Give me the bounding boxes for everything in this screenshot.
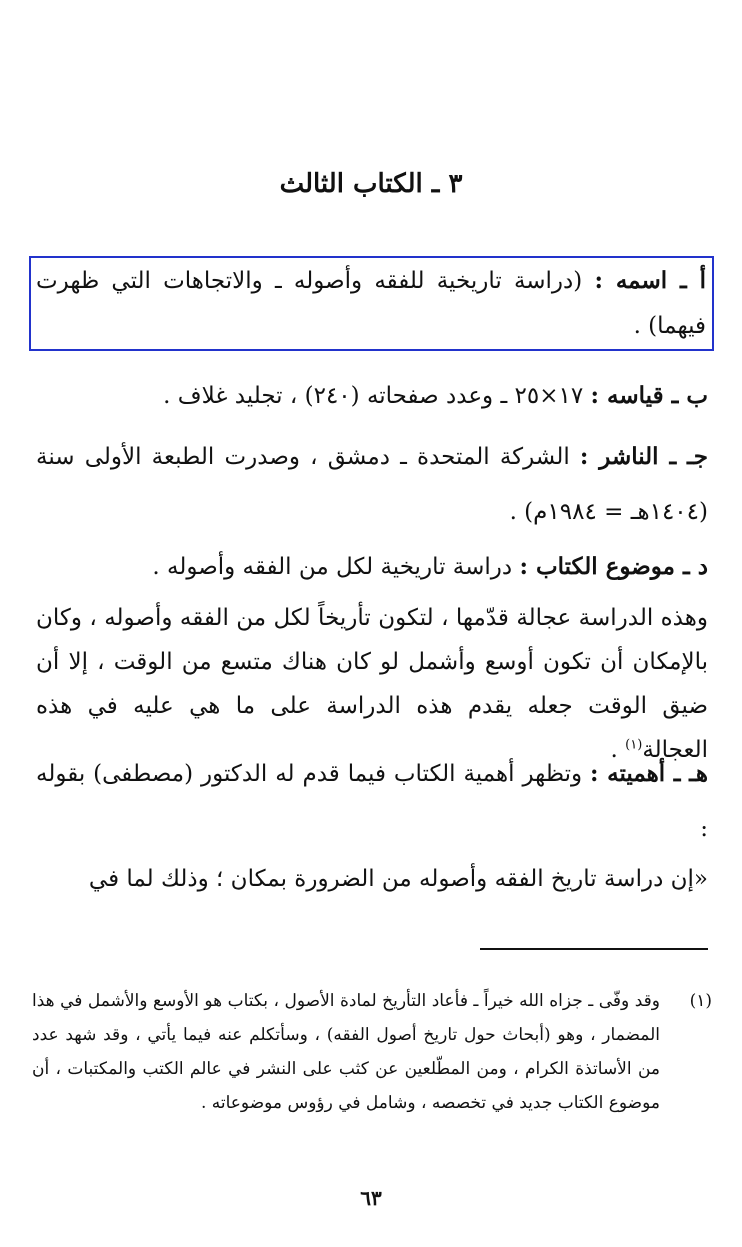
item-subject-text: دراسة تاريخية لكل من الفقه وأصوله . [152, 554, 520, 580]
body-paragraph-text: وهذه الدراسة عجالة قدّمها ، لتكون تأريخاً لكل من الفقه وأصوله ، وكان بالإمكان أن تكون أوسع وأشمل لو كان هناك متسع من الوقت ، إلا أن ضيق الوقت جعله يقدم هذه الدراسة على ما هي عليه في هذه العجالة [36, 605, 708, 763]
item-size-text: ١٧×٢٥ ـ وعدد صفحاته (٢٤٠) ، تجليد غلاف . [163, 383, 591, 409]
body-paragraph-end: . [610, 737, 626, 763]
item-importance-text: وتظهر أهمية الكتاب فيما قدم له الدكتور (مصطفى) بقوله : [36, 761, 708, 842]
item-importance-label: هـ ـ أهميته : [590, 760, 708, 787]
item-size [36, 368, 708, 424]
item-publisher-text: الشركة المتحدة ـ دمشق ، وصدرت الطبعة الأولى سنة (١٤٠٤هـ = ١٩٨٤م) . [36, 444, 708, 525]
quote-paragraph [36, 852, 708, 907]
footnote [32, 984, 712, 1120]
footnote-text: وقد وفّى ـ جزاه الله خيراً ـ فأعاد التأريخ لمادة الأصول ، بكتاب هو الأوسع والأشمل في هذا المضمار ، وهو (أبحاث حول تاريخ أصول الفقه) ، وسأتكلم عنه فيما يأتي ، وقد شهد عدد من الأساتذة الكرام ، ومن المطّلعين عن كثب على النشر في عالم الكتب والمكتبات ، أن موضوع الكتاب جديد في تخصصه ، وشامل في رؤوس موضوعاته . [32, 991, 660, 1113]
item-name [36, 258, 706, 349]
quote-text: «إن دراسة تاريخ الفقه وأصوله من الضرورة بمكان ؛ وذلك لما في [88, 866, 708, 892]
item-subject-label: د ـ موضوع الكتاب : [519, 553, 708, 580]
item-size-label: ب ـ قياسه : [590, 382, 708, 409]
page-number: ٦٣ [360, 1186, 382, 1210]
item-importance [36, 746, 708, 857]
footnote-divider [480, 948, 708, 950]
item-subject [36, 539, 708, 595]
footnote-reference[interactable]: (١) [625, 737, 643, 753]
footnote-number: (١) [689, 991, 712, 1011]
item-publisher [36, 429, 708, 540]
item-name-label: أ ـ اسمه : [594, 267, 706, 294]
item-name-text: (دراسة تاريخية للفقه وأصوله ـ والاتجاهات التي ظهرت فيهما) . [36, 268, 706, 339]
item-publisher-label: جـ ـ الناشر : [579, 443, 709, 470]
section-title: ٣ ـ الكتاب الثالث [279, 169, 463, 199]
